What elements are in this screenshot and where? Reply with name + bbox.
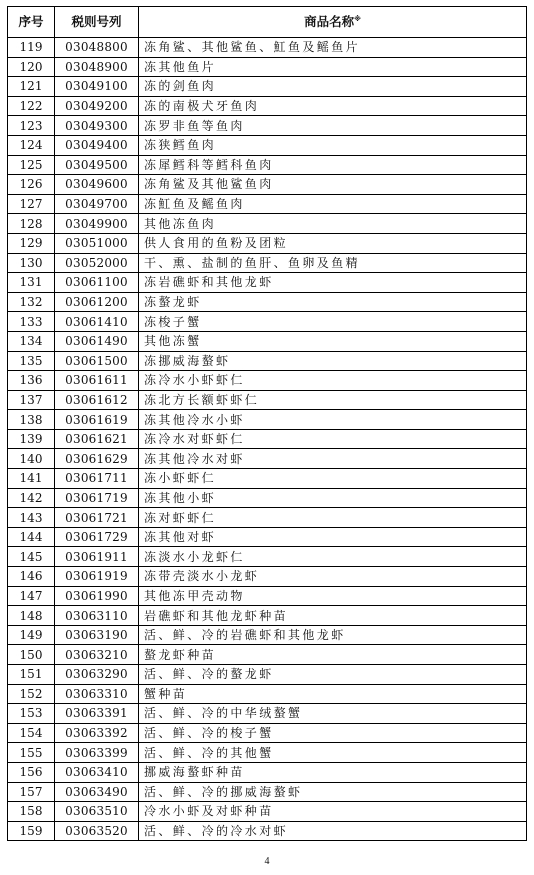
cell-code: 03063510 [55, 802, 139, 822]
cell-name: 挪威海螯虾种苗 [139, 762, 527, 782]
table-row [8, 351, 527, 371]
cell-name: 冻其他对虾 [139, 527, 527, 547]
cell-code: 03061719 [55, 488, 139, 508]
cell-name: 冻冷水小虾虾仁 [139, 371, 527, 391]
table-row [8, 684, 527, 704]
cell-name: 冻梭子蟹 [139, 312, 527, 332]
cell-code: 03063399 [55, 743, 139, 763]
table-row [8, 155, 527, 175]
table-row [8, 214, 527, 234]
cell-name: 冻其他冷水对虾 [139, 449, 527, 469]
cell-code: 03061629 [55, 449, 139, 469]
cell-name: 冻狭鳕鱼肉 [139, 135, 527, 155]
cell-seq: 143 [8, 508, 55, 528]
cell-seq: 158 [8, 802, 55, 822]
cell-name: 冻其他冷水小虾 [139, 410, 527, 430]
tariff-table [7, 6, 527, 841]
header-code: 税则号列 [55, 7, 139, 38]
cell-seq: 134 [8, 331, 55, 351]
cell-seq: 159 [8, 821, 55, 841]
cell-name: 蟹种苗 [139, 684, 527, 704]
cell-seq: 141 [8, 469, 55, 489]
cell-code: 03061721 [55, 508, 139, 528]
cell-name: 冻冷水对虾虾仁 [139, 429, 527, 449]
cell-name: 冷水小虾及对虾种苗 [139, 802, 527, 822]
cell-seq: 149 [8, 625, 55, 645]
table-row [8, 782, 527, 802]
cell-name: 供人食用的鱼粉及团粒 [139, 233, 527, 253]
cell-seq: 151 [8, 665, 55, 685]
cell-seq: 142 [8, 488, 55, 508]
table-row [8, 116, 527, 136]
cell-code: 03049700 [55, 194, 139, 214]
cell-seq: 144 [8, 527, 55, 547]
cell-code: 03049100 [55, 77, 139, 97]
table-row [8, 292, 527, 312]
cell-name: 活、鲜、冷的螯龙虾 [139, 665, 527, 685]
table-row [8, 390, 527, 410]
cell-name: 冻魟鱼及鳐鱼肉 [139, 194, 527, 214]
table-row [8, 625, 527, 645]
cell-seq: 140 [8, 449, 55, 469]
table-row [8, 429, 527, 449]
table-row [8, 665, 527, 685]
table-row [8, 802, 527, 822]
table-header [8, 7, 527, 38]
table-row [8, 567, 527, 587]
cell-code: 03061729 [55, 527, 139, 547]
cell-name: 其他冻蟹 [139, 331, 527, 351]
cell-code: 03061711 [55, 469, 139, 489]
cell-name: 冻其他鱼片 [139, 57, 527, 77]
cell-code: 03051000 [55, 233, 139, 253]
cell-seq: 148 [8, 606, 55, 626]
table-row [8, 331, 527, 351]
cell-name: 冻淡水小龙虾仁 [139, 547, 527, 567]
cell-name: 活、鲜、冷的挪威海螯虾 [139, 782, 527, 802]
table-row [8, 743, 527, 763]
cell-seq: 122 [8, 96, 55, 116]
cell-name: 冻对虾虾仁 [139, 508, 527, 528]
cell-code: 03063190 [55, 625, 139, 645]
cell-name: 冻螯龙虾 [139, 292, 527, 312]
cell-code: 03063290 [55, 665, 139, 685]
table-row [8, 449, 527, 469]
page-number: 4 [264, 856, 270, 867]
cell-seq: 155 [8, 743, 55, 763]
cell-seq: 127 [8, 194, 55, 214]
cell-seq: 126 [8, 175, 55, 195]
table-row [8, 704, 527, 724]
cell-code: 03049600 [55, 175, 139, 195]
cell-name: 冻的剑鱼肉 [139, 77, 527, 97]
cell-seq: 132 [8, 292, 55, 312]
cell-code: 03061100 [55, 273, 139, 293]
cell-seq: 150 [8, 645, 55, 665]
table-row [8, 645, 527, 665]
cell-code: 03049900 [55, 214, 139, 234]
cell-code: 03061410 [55, 312, 139, 332]
cell-code: 03063391 [55, 704, 139, 724]
cell-code: 03061619 [55, 410, 139, 430]
cell-seq: 153 [8, 704, 55, 724]
table-row [8, 96, 527, 116]
cell-name: 冻角鲨、其他鲨鱼、魟鱼及鳐鱼片 [139, 38, 527, 58]
table-row [8, 312, 527, 332]
table-row [8, 253, 527, 273]
cell-code: 03049500 [55, 155, 139, 175]
table-row [8, 233, 527, 253]
cell-name: 其他冻鱼肉 [139, 214, 527, 234]
cell-seq: 145 [8, 547, 55, 567]
cell-name: 活、鲜、冷的冷水对虾 [139, 821, 527, 841]
cell-code: 03061611 [55, 371, 139, 391]
table-row [8, 57, 527, 77]
table-row [8, 135, 527, 155]
header-row [8, 7, 527, 38]
cell-code: 03061621 [55, 429, 139, 449]
cell-seq: 137 [8, 390, 55, 410]
cell-name: 冻小虾虾仁 [139, 469, 527, 489]
cell-code: 03063410 [55, 762, 139, 782]
cell-code: 03061200 [55, 292, 139, 312]
cell-seq: 147 [8, 586, 55, 606]
table-row [8, 488, 527, 508]
cell-code: 03049300 [55, 116, 139, 136]
cell-name: 活、鲜、冷的其他蟹 [139, 743, 527, 763]
cell-name: 冻带壳淡水小龙虾 [139, 567, 527, 587]
cell-seq: 156 [8, 762, 55, 782]
header-name-mark: ※ [354, 14, 361, 23]
cell-seq: 119 [8, 38, 55, 58]
cell-code: 03049200 [55, 96, 139, 116]
cell-code: 03063210 [55, 645, 139, 665]
cell-name: 冻岩礁虾和其他龙虾 [139, 273, 527, 293]
header-name [139, 7, 527, 38]
cell-seq: 121 [8, 77, 55, 97]
cell-code: 03061490 [55, 331, 139, 351]
cell-name: 冻北方长额虾虾仁 [139, 390, 527, 410]
cell-seq: 128 [8, 214, 55, 234]
cell-seq: 157 [8, 782, 55, 802]
cell-code: 03063110 [55, 606, 139, 626]
cell-name: 冻的南极犬牙鱼肉 [139, 96, 527, 116]
cell-seq: 138 [8, 410, 55, 430]
cell-code: 03061911 [55, 547, 139, 567]
cell-code: 03063490 [55, 782, 139, 802]
table-row [8, 821, 527, 841]
table-row [8, 38, 527, 58]
cell-seq: 152 [8, 684, 55, 704]
table-row [8, 762, 527, 782]
header-name-label: 商品名称 [304, 14, 355, 29]
cell-seq: 124 [8, 135, 55, 155]
cell-name: 其他冻甲壳动物 [139, 586, 527, 606]
cell-code: 03063310 [55, 684, 139, 704]
cell-code: 03052000 [55, 253, 139, 273]
cell-code: 03061500 [55, 351, 139, 371]
cell-code: 03063392 [55, 723, 139, 743]
cell-name: 岩礁虾和其他龙虾种苗 [139, 606, 527, 626]
table-row [8, 606, 527, 626]
cell-seq: 154 [8, 723, 55, 743]
table-row [8, 273, 527, 293]
cell-code: 03061612 [55, 390, 139, 410]
table-row [8, 77, 527, 97]
table-row [8, 410, 527, 430]
cell-code: 03048800 [55, 38, 139, 58]
table-row [8, 547, 527, 567]
cell-seq: 135 [8, 351, 55, 371]
cell-seq: 130 [8, 253, 55, 273]
cell-code: 03061990 [55, 586, 139, 606]
cell-seq: 125 [8, 155, 55, 175]
cell-name: 螯龙虾种苗 [139, 645, 527, 665]
table-row [8, 371, 527, 391]
table-row [8, 723, 527, 743]
cell-code: 03061919 [55, 567, 139, 587]
table-row [8, 175, 527, 195]
cell-name: 冻挪威海螯虾 [139, 351, 527, 371]
cell-seq: 133 [8, 312, 55, 332]
cell-seq: 136 [8, 371, 55, 391]
cell-seq: 123 [8, 116, 55, 136]
cell-code: 03049400 [55, 135, 139, 155]
cell-code: 03063520 [55, 821, 139, 841]
table-row [8, 508, 527, 528]
cell-name: 冻罗非鱼等鱼肉 [139, 116, 527, 136]
cell-name: 冻犀鳕科等鳕科鱼肉 [139, 155, 527, 175]
cell-seq: 131 [8, 273, 55, 293]
cell-seq: 120 [8, 57, 55, 77]
header-seq: 序号 [8, 7, 55, 38]
cell-seq: 146 [8, 567, 55, 587]
table-row [8, 469, 527, 489]
table-row [8, 194, 527, 214]
table-row [8, 527, 527, 547]
cell-name: 冻角鲨及其他鲨鱼肉 [139, 175, 527, 195]
cell-name: 活、鲜、冷的岩礁虾和其他龙虾 [139, 625, 527, 645]
cell-seq: 129 [8, 233, 55, 253]
cell-name: 活、鲜、冷的梭子蟹 [139, 723, 527, 743]
tariff-table-container [7, 6, 526, 841]
cell-name: 活、鲜、冷的中华绒螯蟹 [139, 704, 527, 724]
cell-seq: 139 [8, 429, 55, 449]
cell-name: 冻其他小虾 [139, 488, 527, 508]
table-body [8, 38, 527, 841]
cell-name: 干、熏、盐制的鱼肝、鱼卵及鱼精 [139, 253, 527, 273]
cell-code: 03048900 [55, 57, 139, 77]
table-row [8, 586, 527, 606]
